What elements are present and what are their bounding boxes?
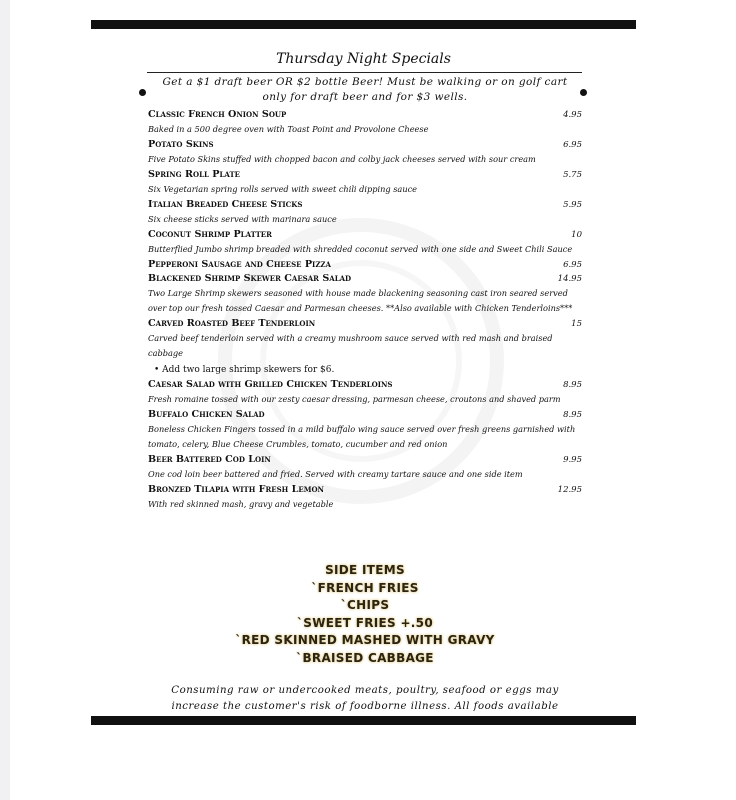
menu-item	[148, 453, 582, 482]
item-description: Fresh romaine tossed with our zesty caesar dressing, parmesan cheese, croutons and shaved parm	[148, 394, 561, 404]
promo-text: Get a $1 draft beer OR $2 bottle Beer! Must be walking or on golf cart only for draft beer and for $3 wells.	[162, 76, 568, 103]
item-name: Caesar Salad with Grilled Chicken Tenderloins	[148, 379, 393, 390]
item-price: 8.95	[563, 380, 582, 390]
item-name: Beer Battered Cod Loin	[148, 454, 271, 465]
food-safety-disclaimer: Consuming raw or undercooked meats, poultry, seafood or eggs may increase the customer's risk of foodborne illness. All foods available	[171, 685, 559, 712]
bullet-dot-icon	[139, 89, 146, 96]
item-name: Classic French Onion Soup	[148, 109, 287, 120]
item-price: 15	[571, 319, 582, 329]
item-description: One cod loin beer battered and fried. Served with creamy tartare sauce and one side item	[148, 469, 523, 479]
item-name: Spring Roll Plate	[148, 169, 240, 180]
item-description: Five Potato Skins stuffed with chopped bacon and colby jack cheeses served with sour cream	[148, 154, 536, 164]
item-price: 6.95	[563, 140, 582, 150]
side-items-heading: SIDE ITEMS	[325, 563, 405, 577]
item-name: Blackened Shrimp Skewer Caesar Salad	[148, 273, 352, 284]
side-item: `BRAISED CABBAGE	[296, 650, 434, 665]
bottom-border-bar	[91, 716, 636, 725]
item-price: 10	[571, 230, 582, 240]
item-price: 4.95	[563, 110, 582, 120]
item-description: Two Large Shrimp skewers seasoned with house made blackening seasoning cast iron seared served over top our fresh tossed Caesar and Parmesan cheeses. **Also available with Chicken Tenderloins***	[148, 288, 573, 313]
item-price: 9.95	[563, 455, 582, 465]
menu-item	[148, 168, 582, 197]
item-name: Buffalo Chicken Salad	[148, 409, 265, 420]
side-items-list	[148, 562, 582, 667]
item-description: Carved beef tenderloin served with a creamy mushroom sauce served with red mash and braised cabbage	[148, 333, 553, 358]
item-name: Italian Breaded Cheese Sticks	[148, 199, 303, 210]
item-description: Six cheese sticks served with marinara sauce	[148, 214, 337, 224]
title-divider	[147, 72, 582, 73]
menu-item	[148, 483, 582, 512]
side-item: `CHIPS	[340, 598, 390, 612]
menu-item	[148, 378, 582, 407]
item-price: 5.95	[563, 200, 582, 210]
menu-item	[148, 317, 582, 378]
item-description: Butterflied Jumbo shrimp breaded with shredded coconut served with one side and Sweet Chili Sauce	[148, 244, 573, 254]
side-item: `FRENCH FRIES	[311, 580, 419, 595]
item-description: With red skinned mash, gravy and vegetable	[148, 499, 334, 509]
item-name: Pepperoni Sausage and Cheese Pizza	[148, 259, 331, 270]
menu-item	[148, 108, 582, 137]
menu-title: Thursday Night Specials	[276, 51, 451, 67]
item-name: Bronzed Tilapia with Fresh Lemon	[148, 484, 324, 495]
side-item: `SWEET FRIES +.50	[297, 615, 433, 630]
item-price: 12.95	[557, 485, 582, 495]
item-price: 8.95	[563, 410, 582, 420]
item-description: Boneless Chicken Fingers tossed in a mild buffalo wing sauce served over fresh greens garnished with tomato, celery, Blue Cheese Crumbles, tomato, cucumber and red onion	[148, 424, 576, 449]
side-item: `RED SKINNED MASHED WITH GRAVY	[235, 633, 495, 647]
menu-item	[148, 272, 582, 316]
item-description: Baked in a 500 degree oven with Toast Point and Provolone Cheese	[148, 124, 429, 134]
item-price: 5.75	[563, 170, 582, 180]
item-name: Coconut Shrimp Platter	[148, 229, 272, 240]
item-description: Six Vegetarian spring rolls served with sweet chili dipping sauce	[148, 184, 418, 194]
item-price: 6.95	[563, 260, 582, 270]
menu-item	[148, 198, 582, 227]
bullet-dot-icon	[580, 89, 587, 96]
item-name: Carved Roasted Beef Tenderloin	[148, 318, 316, 329]
item-name: Potato Skins	[148, 139, 214, 150]
menu-item	[148, 138, 582, 167]
item-addon-note: • Add two large shrimp skewers for $6.	[154, 365, 335, 375]
top-border-bar	[91, 20, 636, 29]
item-price: 14.95	[557, 274, 582, 284]
menu-item	[148, 228, 582, 257]
menu-item	[148, 408, 582, 452]
menu-item	[148, 258, 582, 272]
menu-items-list	[148, 108, 582, 513]
